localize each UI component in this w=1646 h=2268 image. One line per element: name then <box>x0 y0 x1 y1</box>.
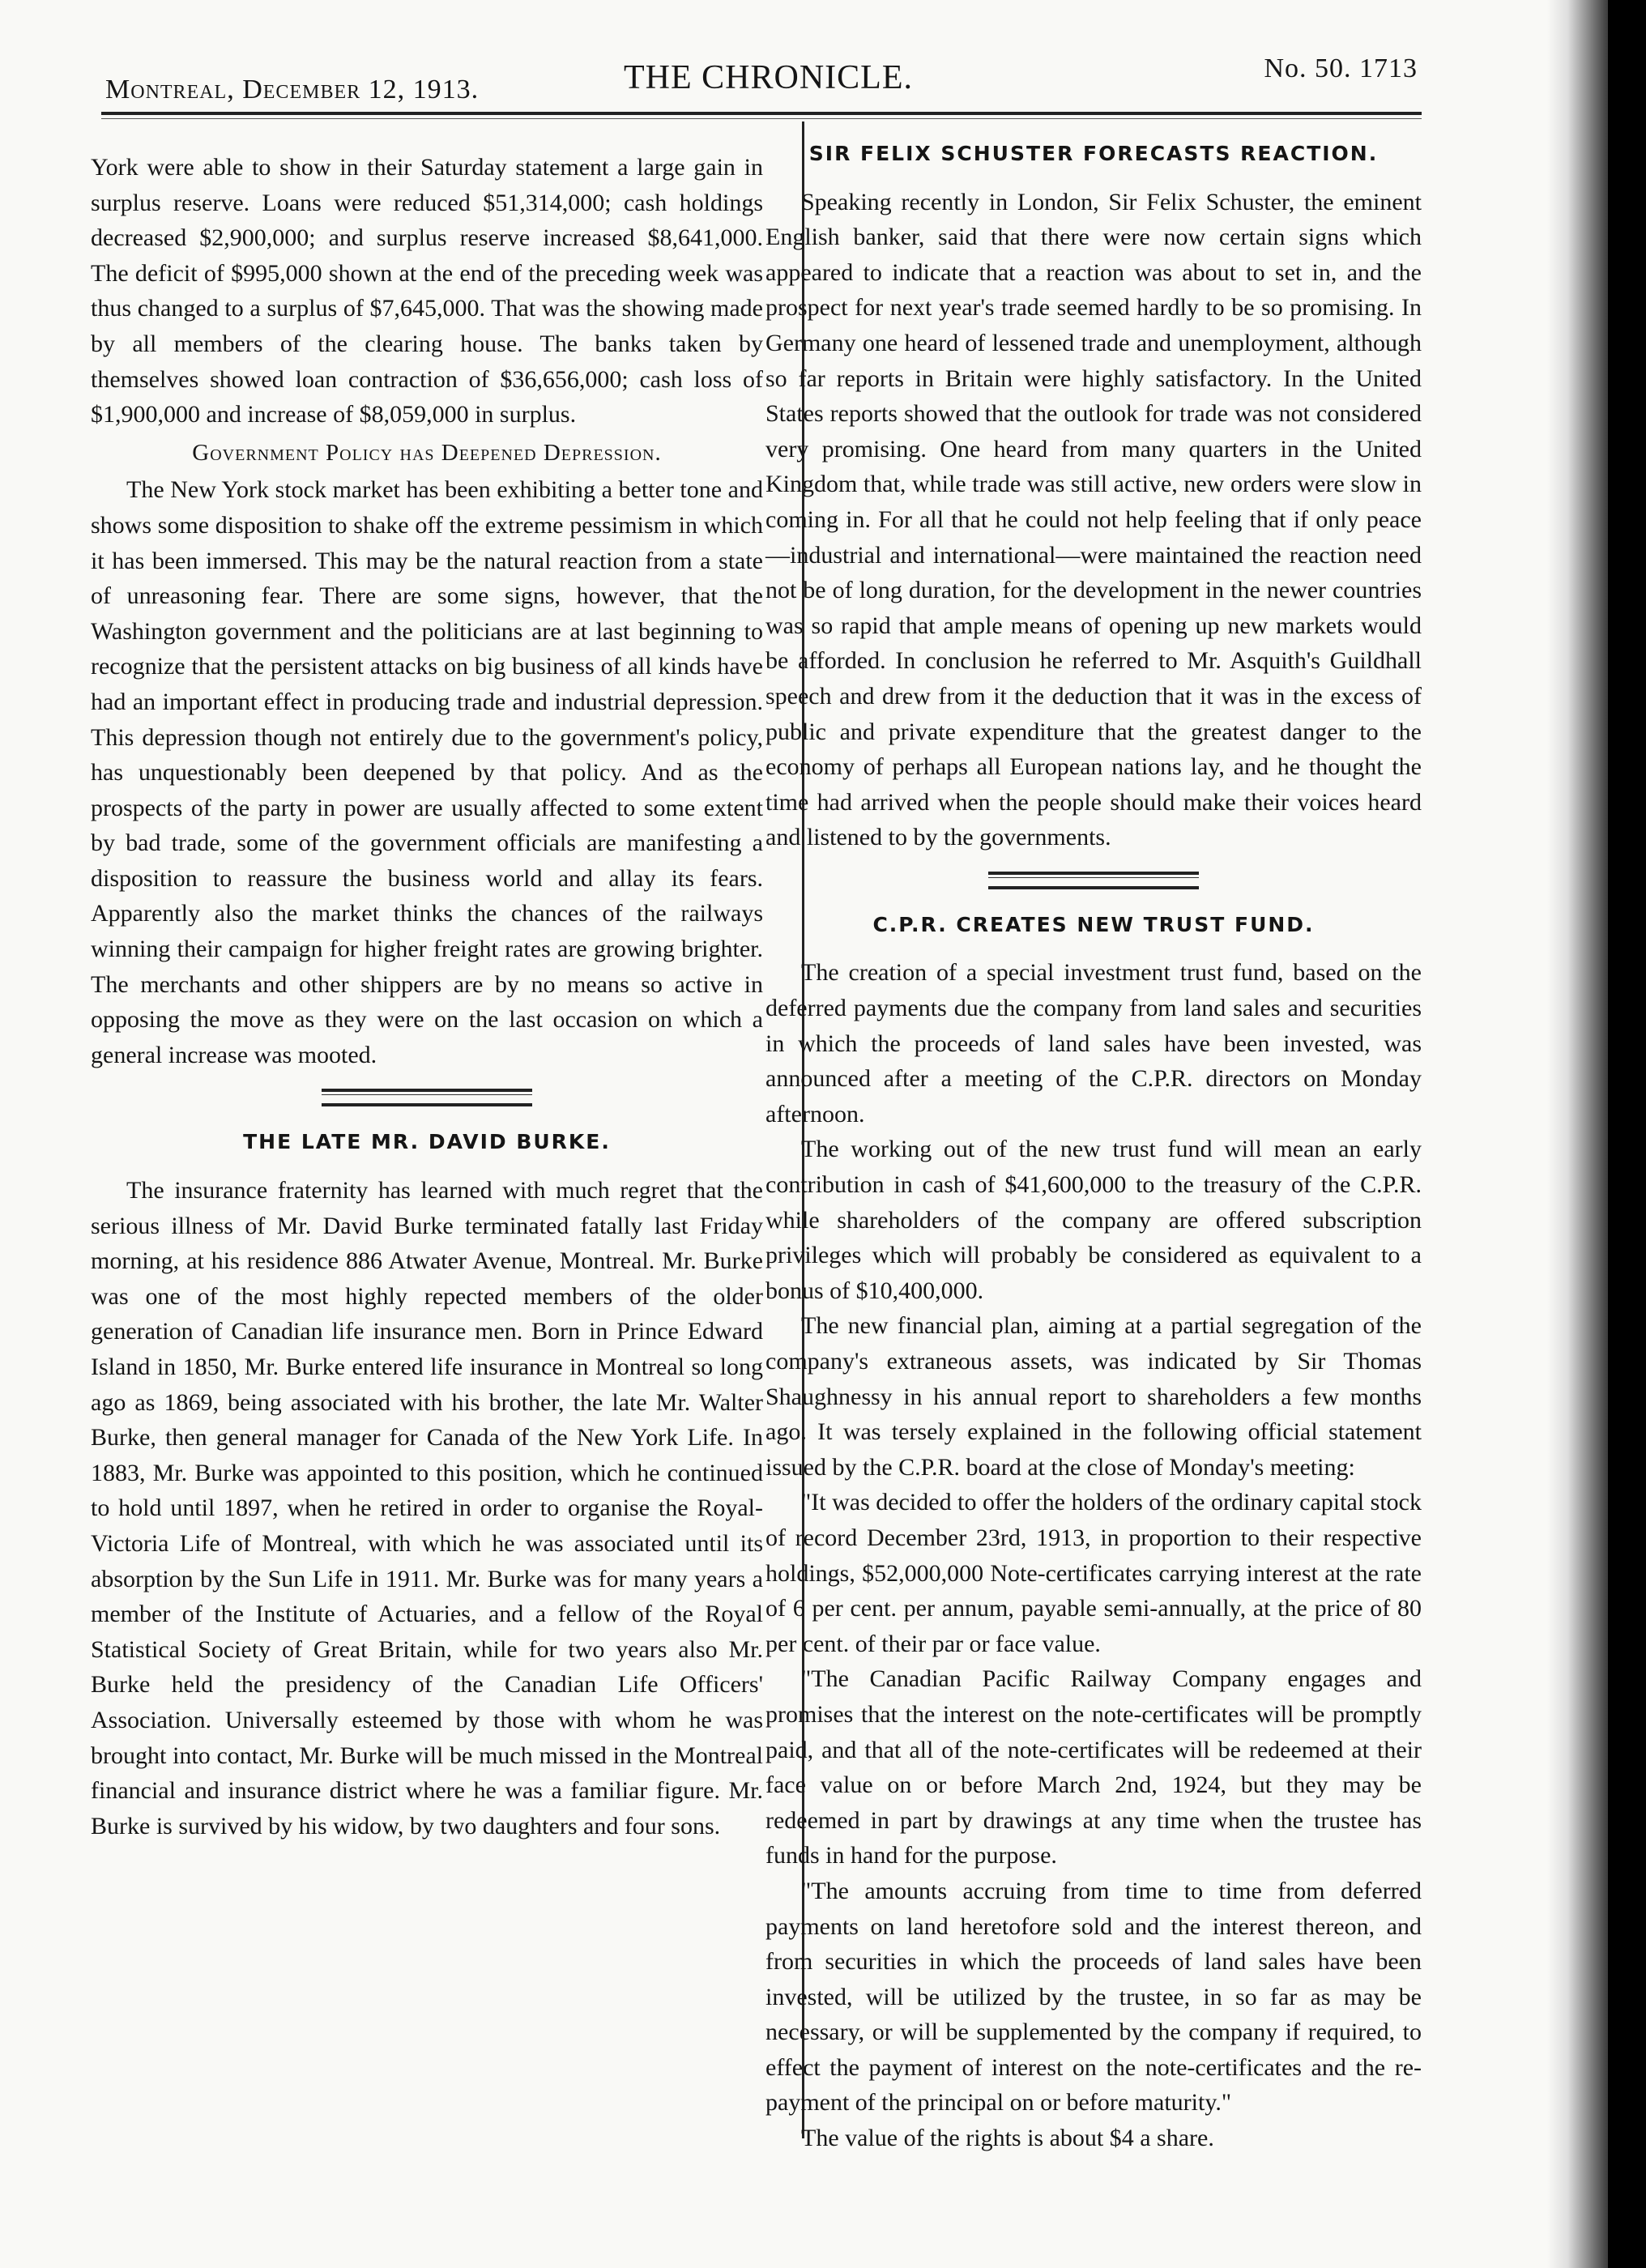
article-headline: C.P.R. CREATES NEW TRUST FUND. <box>872 912 1315 936</box>
article-paragraph: Speaking recently in London, Sir Felix Schuster, the eminent English banker, said that there were now certain signs which appeared to indicate that a reaction was about to set in, and the prospect for next year's trade seemed hardly to be so promising. In Germany one heard of lessened trade and unemployment, although so far reports in Britain were highly satisfactory. In the United States reports showed that the outlook for trade was not considered very promising. One heard from many quarters in the United Kingdom that, while trade was still active, new orders were slow in coming in. For all that he could not help feeling that if only peace—industrial and international—were maintained the reaction need not be of long duration, for the development in the newer countries was so rapid that ample means of opening up new markets would be afforded. In conclusion he referred to Mr. Asquith's Guildhall speech and drew from it the deduction that it was in the excess of public and private expenditure that the greatest danger to the economy of perhaps all European nations lay, and he thought the time had arrived when the people should make their voices heard and listened to by the governments. <box>765 188 1422 851</box>
article-headline: SIR FELIX SCHUSTER FORECASTS REACTION. <box>808 142 1379 165</box>
article-paragraph: "The Canadian Pacific Railway Company engages and promises that the interest on the note-certificates will be promptly paid, and that all of the note-certificates will be redeemed at their face value on or before March 2nd, 1924, but they may be redeemed in part by drawings at any time when the trustee has funds in hand for the purpose. <box>765 1665 1422 1869</box>
article-paragraph: "The amounts accruing from time to time from deferred payments on land heretofore sold and the interest thereon, and from securities in which the proceeds of land sales have been invested, will be utilized by the trustee, in so far as may be necessary, or will be supplemented by the company if required, to effect the payment of interest on the note-certificates and the re-payment of the principal on or before maturity." <box>765 1877 1422 2117</box>
section-divider <box>322 1089 532 1106</box>
page-header <box>105 50 1418 107</box>
article-paragraph: "It was decided to offer the holders of the ordinary capital stock of record December 23rd, 1913, in proportion to their respective holdings, $52,000,000 Note-certificates carrying interest at the rate of 6 per cent. per annum, payable semi-annually, at the price of 80 per cent. of their par or face value. <box>765 1489 1422 1657</box>
header-rule <box>101 112 1422 115</box>
section-divider <box>988 872 1199 889</box>
book-spine-shadow <box>1547 0 1608 2268</box>
left-column <box>91 150 763 1844</box>
article-paragraph: The creation of a special investment trust fund, based on the deferred payments due the company from land sales and securities in which the proceeds of land sales have been invested, was announced after a meeting of the C.P.R. directors on Monday afternoon. <box>765 959 1422 1128</box>
article-paragraph: The New York stock market has been exhibiting a better tone and shows some disposition to shake off the extreme pessimism in which it has been immersed. This may be the natural reaction from a state of unreasoning fear. There are some signs, however, that the Washington government and the politicians are at last beginning to recognize that the persistent attacks on big business of all kinds have had an important effect in producing trade and industrial depression. This depression though not entirely due to the government's policy, has unquestionably been deepened by that policy. And as the prospects of the party in power are usually affected to some extent by bad trade, some of the government officials are manifesting a disposition to reassure the business world and allay its fears. Apparently also the market thinks the chances of the railways winning their campaign for higher freight rates are growing brighter. The merchants and other shippers are by no means so active in opposing the move as they were on the last occasion on which a general increase was mooted. <box>91 476 763 1068</box>
article-paragraph: The working out of the new trust fund will mean an early contribution in cash of $41,600,000 to the treasury of the C.P.R. while shareholders of the company are offered subscription privileges which will probably be considered as equivalent to a bonus of $10,400,000. <box>765 1136 1422 1304</box>
article-paragraph: The insurance fraternity has learned with much regret that the serious illness of Mr. David Burke terminated fatally last Friday morning, at his residence 886 Atwater Avenue, Montreal. Mr. Burke was one of the most highly repected members of the older generation of Canadian life insurance men. Born in Prince Edward Island in 1850, Mr. Burke entered life insurance in Montreal so long ago as 1869, being associated with his brother, the late Mr. Walter Burke, then general manager for Canada of the New York Life. In 1883, Mr. Burke was appointed to this position, which he continued to hold until 1897, when he retired in order to organise the Royal-Victoria Life of Montreal, with which he was associated until its absorption by the Sun Life in 1911. Mr. Burke was for many years a member of the Institute of Actuaries, and a fellow of the Royal Statistical Society of Great Britain, while for two years also Mr. Burke held the presidency of the Canadian Life Officers' Association. Universally esteemed by those with whom he was brought into contact, Mr. Burke will be much missed in the Montreal financial and insurance district where he was a familiar figure. Mr. Burke is survived by his widow, by two daughters and four sons. <box>91 1177 763 1840</box>
article-paragraph: The new financial plan, aiming at a partial segregation of the company's extraneous assets, was indicated by Sir Thomas Shaughnessy in his annual report to shareholders a few months ago. It was tersely explained in the following official statement issued by the C.P.R. board at the close of Monday's meeting: <box>765 1312 1422 1481</box>
header-publication-title: THE CHRONICLE. <box>624 59 913 96</box>
article-paragraph: York were able to show in their Saturday statement a large gain in surplus reserve. Loans were reduced $51,314,000; cash holdings decreased $2,900,000; and surplus reserve increased $8,641,000. The deficit of $995,000 shown at the end of the preceding week was thus changed to a surplus of $7,645,000. That was the showing made by all members of the clearing house. The banks taken by themselves showed loan contraction of $36,656,000; cash loss of $1,900,000 and increase of $8,059,000 in surplus. <box>91 154 763 428</box>
article-paragraph: The value of the rights is about $4 a share. <box>801 2125 1214 2152</box>
article-headline: THE LATE MR. DAVID BURKE. <box>243 1130 611 1154</box>
section-subhead: Government Policy has Deepened Depression. <box>192 439 662 466</box>
header-rule-thin <box>101 118 1422 119</box>
right-column <box>765 130 1422 2156</box>
header-issue-page-number: No. 50. 1713 <box>1264 53 1418 83</box>
header-dateline: Montreal, December 12, 1913. <box>105 75 480 104</box>
